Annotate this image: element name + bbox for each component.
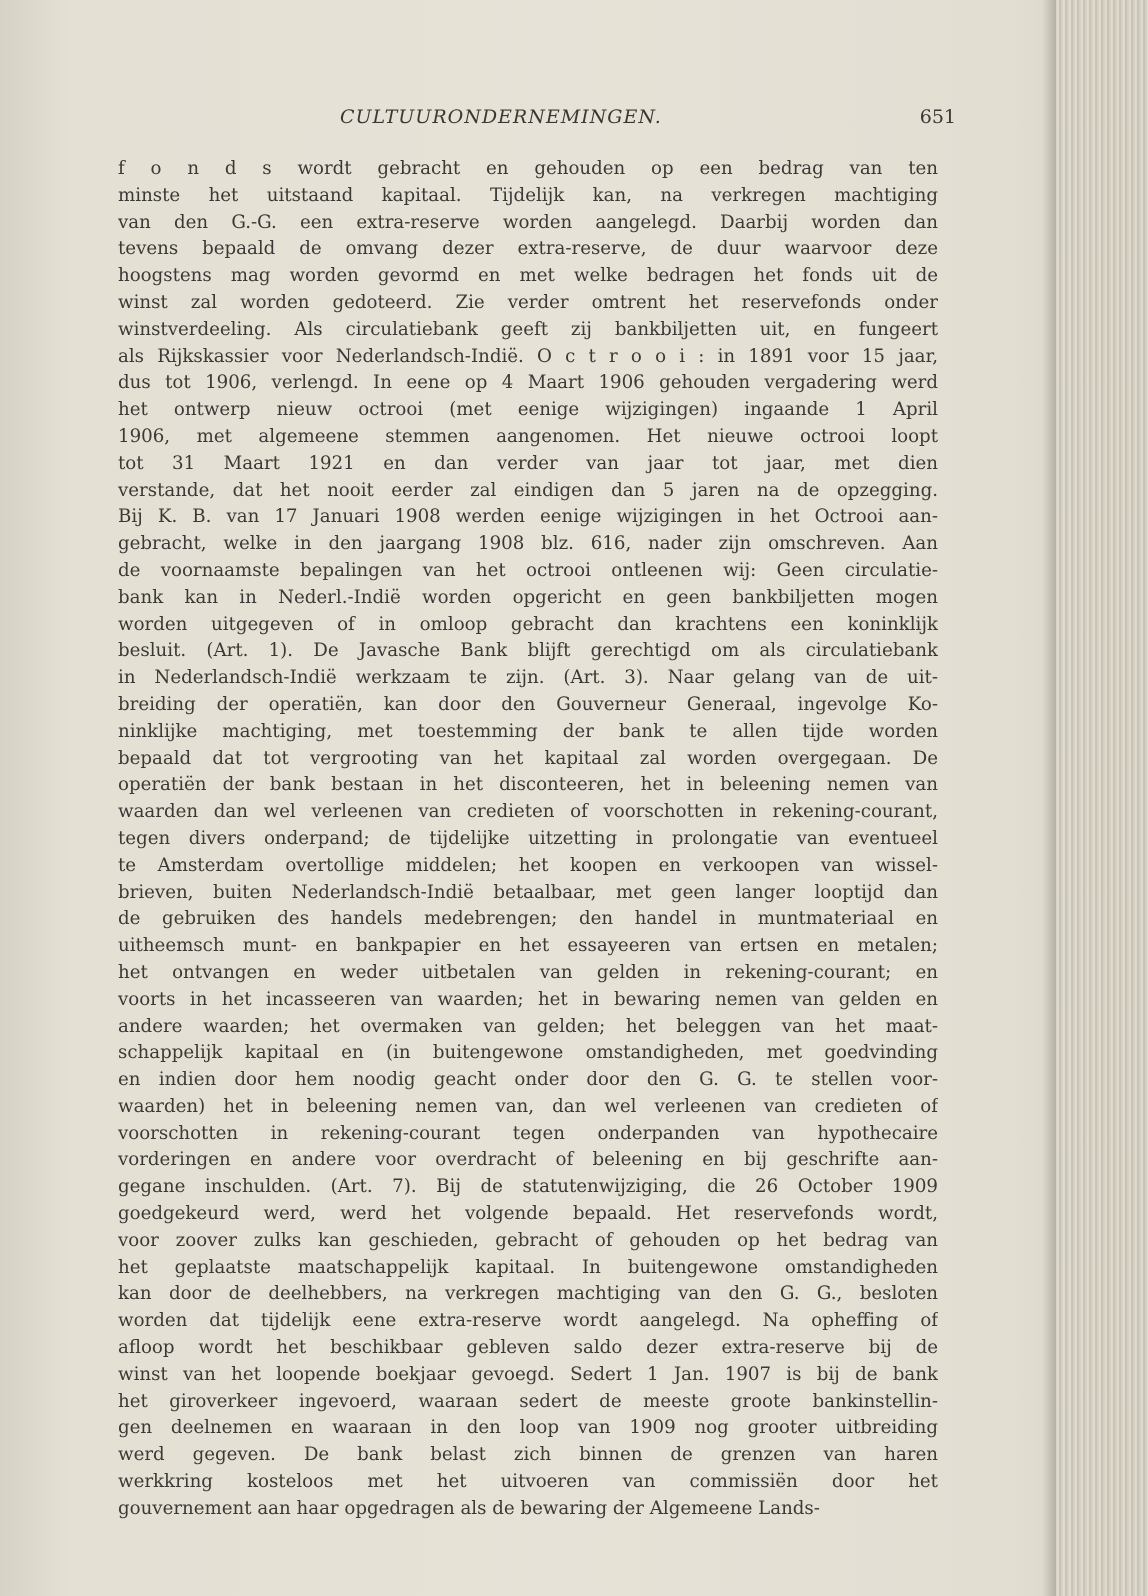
text-line: f o n d s wordt gebracht en gehouden op een bedrag van ten xyxy=(118,158,938,179)
text-line: schappelijk kapitaal en (in buitengewone omstandigheden, met goedvinding xyxy=(118,1042,938,1064)
text-line: breiding der operatiën, kan door den Gouverneur Generaal, ingevolge Ko- xyxy=(118,693,938,715)
text-line: vorderingen en andere voor overdracht of beleening en bij geschrifte aan- xyxy=(118,1149,938,1171)
text-line: worden uitgegeven of in omloop gebracht dan krachtens een koninklijk xyxy=(118,613,938,635)
text-line: bank kan in Nederl.-Indië worden opgericht en geen bankbiljetten mogen xyxy=(118,586,938,608)
text-line: het ontvangen en weder uitbetalen van gelden in rekening-courant; en xyxy=(118,961,938,983)
text-line: goedgekeurd werd, werd het volgende bepaald. Het reservefonds wordt, xyxy=(118,1203,938,1225)
text-line: het giroverkeer ingevoerd, waaraan sedert de meeste groote bankinstellin- xyxy=(118,1390,938,1412)
text-line: worden dat tijdelijk eene extra-reserve wordt aangelegd. Na opheffing of xyxy=(118,1310,938,1332)
text-line: gebracht, welke in den jaargang 1908 blz. 616, nader zijn omschreven. Aan xyxy=(118,533,938,555)
text-line: afloop wordt het beschikbaar gebleven saldo dezer extra-reserve bij de xyxy=(118,1337,938,1359)
text-line: 1906, met algemeene stemmen aangenomen. Het nieuwe octrooi loopt xyxy=(118,425,938,447)
text-line: winst zal worden gedoteerd. Zie verder omtrent het reservefonds onder xyxy=(118,291,938,313)
text-line: voor zoover zulks kan geschieden, gebracht of gehouden op het bedrag van xyxy=(118,1229,938,1251)
text-line: brieven, buiten Nederlandsch-Indië betaalbaar, met geen langer looptijd dan xyxy=(118,881,938,903)
text-line: als Rijkskassier voor Nederlandsch-Indië. O c t r o o i : in 1891 voor 15 jaar, xyxy=(118,345,938,367)
text-line: andere waarden; het overmaken van gelden; het beleggen van het maat- xyxy=(118,1015,938,1037)
text-line: voorschotten in rekening-courant tegen onderpanden van hypothecaire xyxy=(118,1122,938,1144)
text-line: gen deelnemen en waaraan in den loop van 1909 nog grooter uitbreiding xyxy=(118,1417,938,1439)
text-line: winstverdeeling. Als circulatiebank geeft zij bankbiljetten uit, en fungeert xyxy=(118,318,938,340)
text-line: waarden dan wel verleenen van credieten of voorschotten in rekening-courant, xyxy=(118,801,938,823)
text-line: kan door de deelhebbers, na verkregen machtiging van den G. G., besloten xyxy=(118,1283,938,1305)
text-line: de gebruiken des handels medebrengen; den handel in muntmateriaal en xyxy=(118,908,938,930)
text-line: in Nederlandsch-Indië werkzaam te zijn. (Art. 3). Naar gelang van de uit- xyxy=(118,667,938,689)
text-line: uitheemsch munt- en bankpapier en het essayeeren van ertsen en metalen; xyxy=(118,935,938,957)
text-line: winst van het loopende boekjaar gevoegd. Sedert 1 Jan. 1907 is bij de bank xyxy=(118,1363,938,1385)
binding-shadow xyxy=(1042,0,1056,1596)
page-number: 651 xyxy=(919,106,956,128)
text-line: werkkring kosteloos met het uitvoeren van commissiën door het xyxy=(118,1471,938,1493)
text-line: tegen divers onderpand; de tijdelijke uitzetting in prolongatie van eventueel xyxy=(118,827,938,849)
text-line: besluit. (Art. 1). De Javasche Bank blijft gerechtigd om als circulatiebank xyxy=(118,640,938,662)
text-line: dus tot 1906, verlengd. In eene op 4 Maart 1906 gehouden vergadering werd xyxy=(118,372,938,394)
text-line: het ontwerp nieuw octrooi (met eenige wijzigingen) ingaande 1 April xyxy=(118,399,938,421)
text-line: tevens bepaald de omvang dezer extra-reserve, de duur waarvoor deze xyxy=(118,238,938,260)
text-line: hoogstens mag worden gevormd en met welke bedragen het fonds uit de xyxy=(118,265,938,287)
text-line: tot 31 Maart 1921 en dan verder van jaar tot jaar, met dien xyxy=(118,452,938,474)
text-line: van den G.-G. een extra-reserve worden aangelegd. Daarbij worden dan xyxy=(118,211,938,233)
text-line: en indien door hem noodig geacht onder door den G. G. te stellen voor- xyxy=(118,1069,938,1091)
page-edge xyxy=(1056,0,1148,1596)
page-header xyxy=(118,106,956,136)
text-line: gegane inschulden. (Art. 7). Bij de statutenwijziging, die 26 October 1909 xyxy=(118,1176,938,1198)
text-line: bepaald dat tot vergrooting van het kapitaal zal worden overgegaan. De xyxy=(118,747,938,769)
text-line: gouvernement aan haar opgedragen als de bewaring der Algemeene Lands- xyxy=(118,1497,820,1519)
text-line: de voornaamste bepalingen van het octrooi ontleenen wij: Geen circulatie- xyxy=(118,559,938,581)
text-line: minste het uitstaand kapitaal. Tijdelijk kan, na verkregen machtiging xyxy=(118,184,938,206)
body-text xyxy=(118,156,938,1523)
text-line: Bij K. B. van 17 Januari 1908 werden eenige wijzigingen in het Octrooi aan- xyxy=(118,506,938,528)
text-line: werd gegeven. De bank belast zich binnen de grenzen van haren xyxy=(118,1444,938,1466)
text-line: waarden) het in beleening nemen van, dan wel verleenen van credieten of xyxy=(118,1095,938,1117)
text-line: operatiën der bank bestaan in het disconteeren, het in beleening nemen van xyxy=(118,774,938,796)
text-line: het geplaatste maatschappelijk kapitaal. In buitengewone omstandigheden xyxy=(118,1256,938,1278)
text-line: ninklijke machtiging, met toestemming der bank te allen tijde worden xyxy=(118,720,938,742)
running-head: CULTUURONDERNEMINGEN. xyxy=(340,106,662,128)
text-line: te Amsterdam overtollige middelen; het koopen en verkoopen van wissel- xyxy=(118,854,938,876)
text-line: voorts in het incasseeren van waarden; het in bewaring nemen van gelden en xyxy=(118,988,938,1010)
text-line: verstande, dat het nooit eerder zal eindigen dan 5 jaren na de opzegging. xyxy=(118,479,938,501)
